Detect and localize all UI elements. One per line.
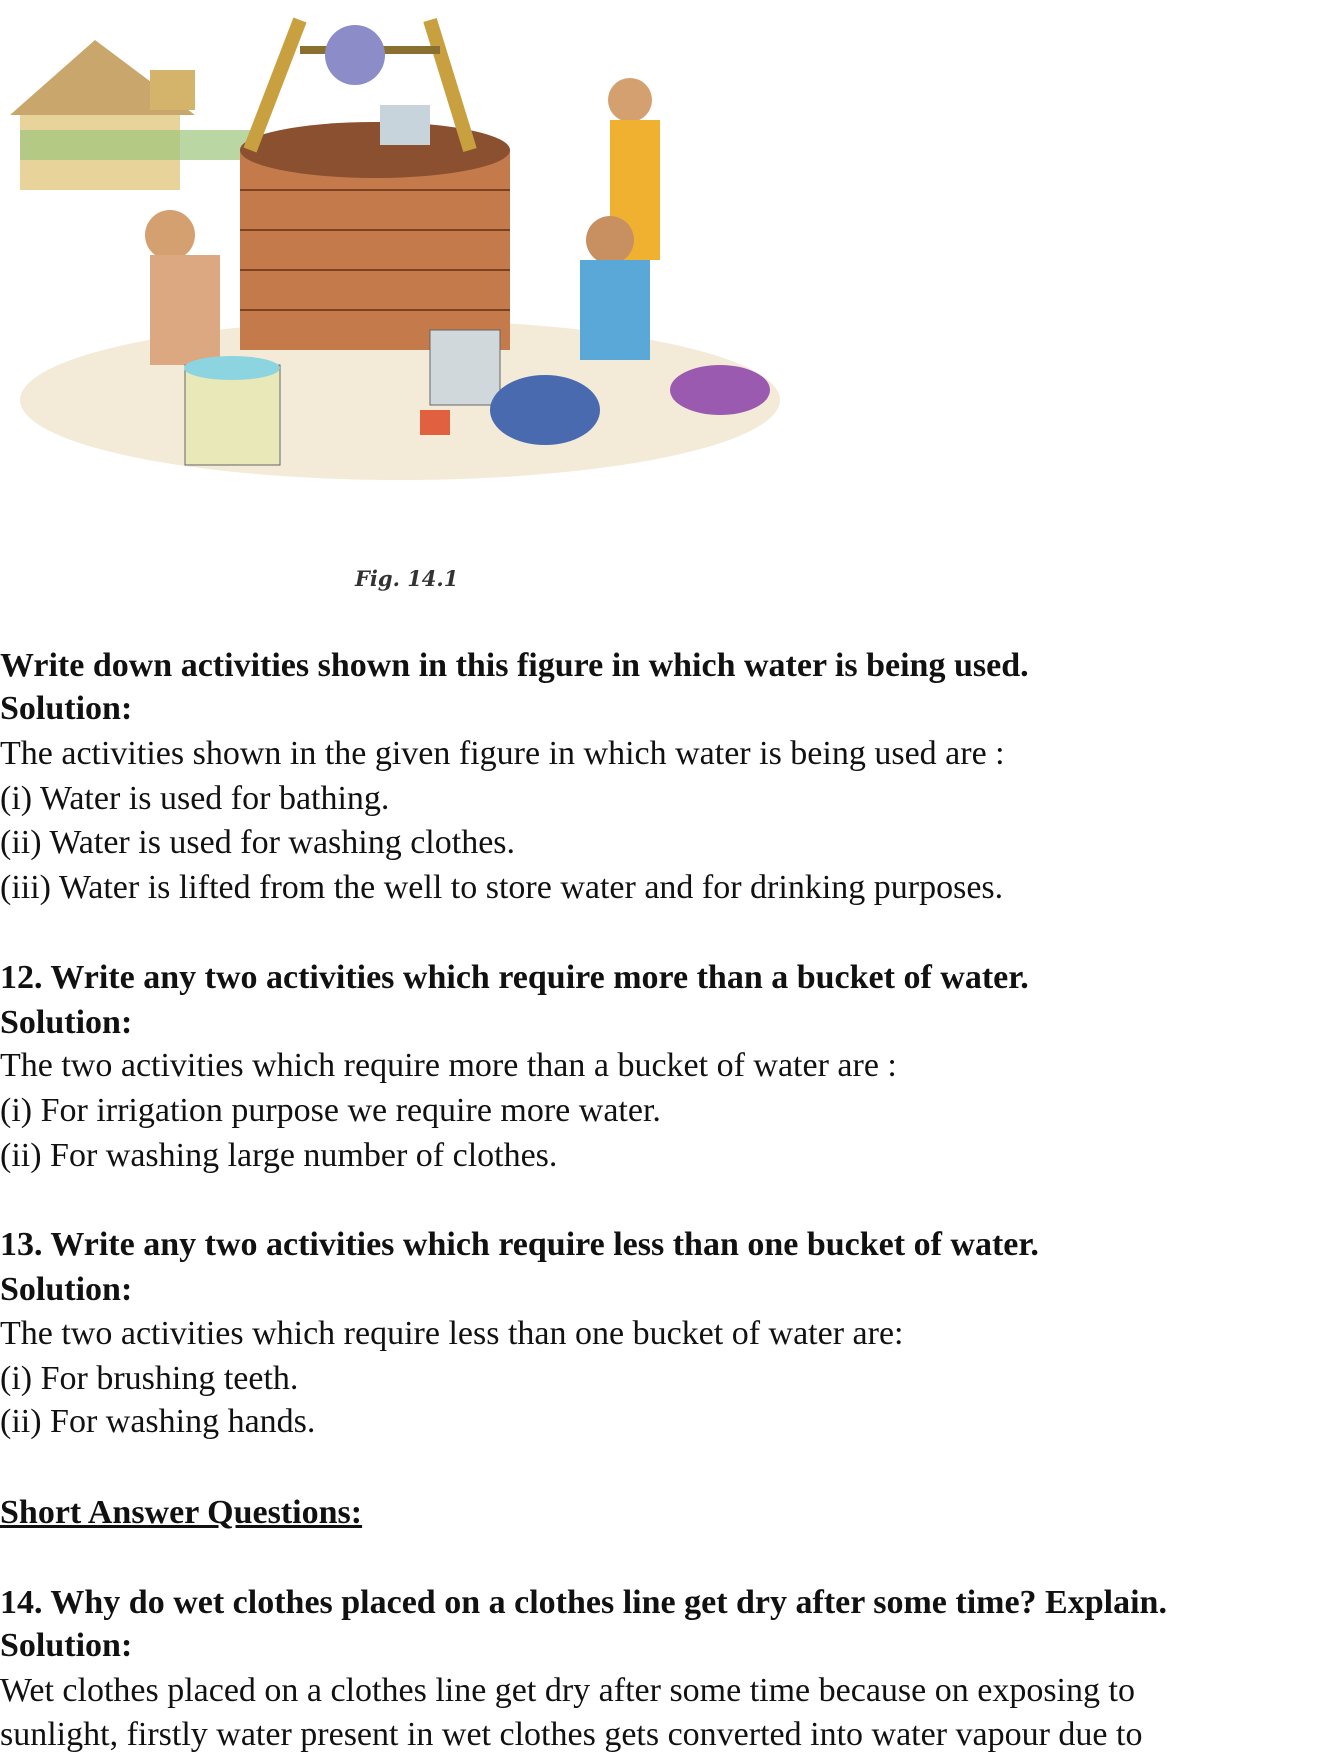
answer-line: (ii) For washing hands. bbox=[0, 1403, 316, 1440]
question-14: 14. Why do wet clothes placed on a clothes line get dry after some time? Explain. bbox=[0, 1584, 1167, 1621]
woman-at-well bbox=[325, 25, 385, 85]
answer-line: (ii) For washing large number of clothes. bbox=[0, 1137, 558, 1174]
answer-line: (i) For irrigation purpose we require more water. bbox=[0, 1092, 661, 1129]
answer-line: (i) Water is used for bathing. bbox=[0, 780, 390, 817]
question-13: 13. Write any two activities which require less than one bucket of water. bbox=[0, 1226, 1039, 1263]
question-12: 12. Write any two activities which require more than a bucket of water. bbox=[0, 959, 1029, 996]
boy-bathing bbox=[145, 210, 195, 260]
solution-label: Solution: bbox=[0, 1271, 133, 1308]
answer-line: The activities shown in the given figure in which water is being used are : bbox=[0, 735, 1005, 772]
well-illustration bbox=[0, 0, 820, 505]
solution-label: Solution: bbox=[0, 1004, 133, 1041]
answer-line: (ii) Water is used for washing clothes. bbox=[0, 824, 516, 861]
answer-line: (i) For brushing teeth. bbox=[0, 1360, 299, 1397]
section-heading: Short Answer Questions: bbox=[0, 1494, 363, 1531]
man-washing bbox=[586, 216, 634, 264]
answer-line: sunlight, firstly water present in wet clothes gets converted into water vapour due to bbox=[0, 1716, 1143, 1753]
answer-line: The two activities which require less than one bucket of water are: bbox=[0, 1315, 904, 1352]
question-11: Write down activities shown in this figure in which water is being used. bbox=[0, 647, 1029, 684]
well bbox=[240, 150, 510, 350]
solution-label: Solution: bbox=[0, 690, 133, 727]
answer-line: (iii) Water is lifted from the well to store water and for drinking purposes. bbox=[0, 869, 1004, 906]
answer-line: Wet clothes placed on a clothes line get dry after some time because on exposing to bbox=[0, 1672, 1135, 1709]
answer-line: The two activities which require more than a bucket of water are : bbox=[0, 1047, 897, 1084]
figure-caption: Fig. 14.1 bbox=[355, 566, 459, 591]
solution-label: Solution: bbox=[0, 1627, 133, 1664]
